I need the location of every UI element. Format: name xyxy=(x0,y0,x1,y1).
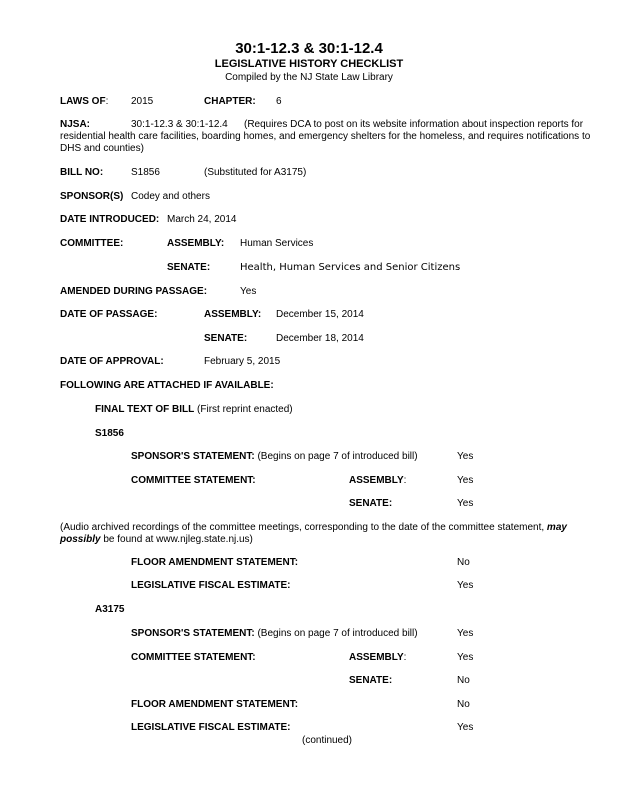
compiled-by: Compiled by the NJ State Law Library xyxy=(225,72,393,83)
bill-no-label: BILL NO: xyxy=(60,167,104,178)
laws-of-colon: : xyxy=(105,96,109,107)
s1856-assembly-value: Yes xyxy=(457,475,474,486)
s1856-sponsor-label: SPONSOR'S STATEMENT: xyxy=(131,451,255,462)
a3175-heading: A3175 xyxy=(95,604,125,615)
s1856-senate-value: Yes xyxy=(457,498,474,509)
a3175-fiscal-value: Yes xyxy=(457,722,474,733)
date-of-passage-label: DATE OF PASSAGE: xyxy=(60,309,158,320)
final-text-row xyxy=(95,404,293,416)
passage-senate-label: SENATE: xyxy=(204,333,248,344)
s1856-sponsor-row xyxy=(131,451,418,463)
committee-senate-label: SENATE: xyxy=(167,262,211,273)
date-introduced-value: March 24, 2014 xyxy=(167,214,237,225)
a3175-assembly-colon: : xyxy=(403,652,407,663)
page-title: 30:1-12.3 & 30:1-12.4 xyxy=(235,40,383,57)
a3175-senate-value: No xyxy=(457,675,470,686)
bill-no-note: (Substituted for A3175) xyxy=(204,167,307,178)
laws-of-label-text: LAWS OF xyxy=(60,96,106,107)
s1856-floor-label: FLOOR AMENDMENT STATEMENT: xyxy=(131,557,299,568)
date-of-approval-label: DATE OF APPROVAL: xyxy=(60,356,164,367)
s1856-floor-value: No xyxy=(457,557,470,568)
sponsors-value: Codey and others xyxy=(131,191,210,202)
sponsors-label: SPONSOR(S) xyxy=(60,191,124,202)
s1856-assembly-label xyxy=(349,475,406,487)
s1856-heading: S1856 xyxy=(95,428,124,439)
committee-assembly-value: Human Services xyxy=(240,238,314,249)
audio-note-part2: be found at www.njleg.state.nj.us) xyxy=(103,534,253,545)
s1856-assembly-colon: : xyxy=(403,475,407,486)
audio-note-emphasis: may possibly xyxy=(60,522,567,545)
committee-assembly-label: ASSEMBLY: xyxy=(167,238,225,249)
a3175-sponsor-value: Yes xyxy=(457,628,474,639)
date-introduced-label: DATE INTRODUCED: xyxy=(60,214,160,225)
njsa-value: 30:1-12.3 & 30:1-12.4 xyxy=(131,119,228,130)
a3175-fiscal-label: LEGISLATIVE FISCAL ESTIMATE: xyxy=(131,722,291,733)
a3175-committee-label: COMMITTEE STATEMENT: xyxy=(131,652,256,663)
page-subtitle: LEGISLATIVE HISTORY CHECKLIST xyxy=(214,58,404,70)
a3175-assembly-label-text: ASSEMBLY xyxy=(349,652,404,663)
s1856-senate-label: SENATE: xyxy=(349,498,393,509)
continued-note: (continued) xyxy=(301,735,353,746)
audio-note xyxy=(60,522,605,546)
laws-of-value: 2015 xyxy=(131,96,154,107)
a3175-sponsor-note: (Begins on page 7 of introduced bill) xyxy=(257,628,418,639)
audio-note-part1: (Audio archived recordings of the committee meetings, corresponding to the date of the committee statement, xyxy=(60,522,545,533)
s1856-sponsor-value: Yes xyxy=(457,451,474,462)
amended-label: AMENDED DURING PASSAGE: xyxy=(60,286,208,297)
chapter-value: 6 xyxy=(276,96,282,107)
amended-value: Yes xyxy=(240,286,257,297)
njsa-description-line1: (Requires DCA to post on its website information about inspection reports for xyxy=(244,119,584,130)
a3175-sponsor-label: SPONSOR'S STATEMENT: xyxy=(131,628,255,639)
s1856-fiscal-value: Yes xyxy=(457,580,474,591)
a3175-assembly-label xyxy=(349,652,406,664)
attached-heading: FOLLOWING ARE ATTACHED IF AVAILABLE: xyxy=(60,380,274,391)
s1856-sponsor-note: (Begins on page 7 of introduced bill) xyxy=(257,451,418,462)
laws-of-label xyxy=(60,96,108,108)
a3175-floor-value: No xyxy=(457,699,470,710)
s1856-fiscal-label: LEGISLATIVE FISCAL ESTIMATE: xyxy=(131,580,291,591)
s1856-assembly-label-text: ASSEMBLY xyxy=(349,475,404,486)
passage-assembly-value: December 15, 2014 xyxy=(276,309,364,320)
njsa-description-line3: DHS and counties) xyxy=(60,143,144,154)
final-text-note: (First reprint enacted) xyxy=(197,404,293,415)
njsa-label: NJSA: xyxy=(60,119,91,130)
a3175-floor-label: FLOOR AMENDMENT STATEMENT: xyxy=(131,699,299,710)
njsa-description-line2: residential health care facilities, boarding homes, and emergency shelters for the homeless, and requires notifications to xyxy=(60,131,591,142)
passage-assembly-label: ASSEMBLY: xyxy=(204,309,262,320)
date-of-approval-value: February 5, 2015 xyxy=(204,356,281,367)
a3175-senate-label: SENATE: xyxy=(349,675,393,686)
a3175-assembly-value: Yes xyxy=(457,652,474,663)
final-text-label: FINAL TEXT OF BILL xyxy=(95,404,195,415)
a3175-sponsor-row xyxy=(131,628,418,640)
passage-senate-value: December 18, 2014 xyxy=(276,333,364,344)
chapter-label: CHAPTER: xyxy=(204,96,256,107)
committee-label: COMMITTEE: xyxy=(60,238,124,249)
committee-senate-value: Health, Human Services and Senior Citizens xyxy=(240,262,461,273)
bill-no-value: S1856 xyxy=(131,167,160,178)
s1856-committee-label: COMMITTEE STATEMENT: xyxy=(131,475,256,486)
